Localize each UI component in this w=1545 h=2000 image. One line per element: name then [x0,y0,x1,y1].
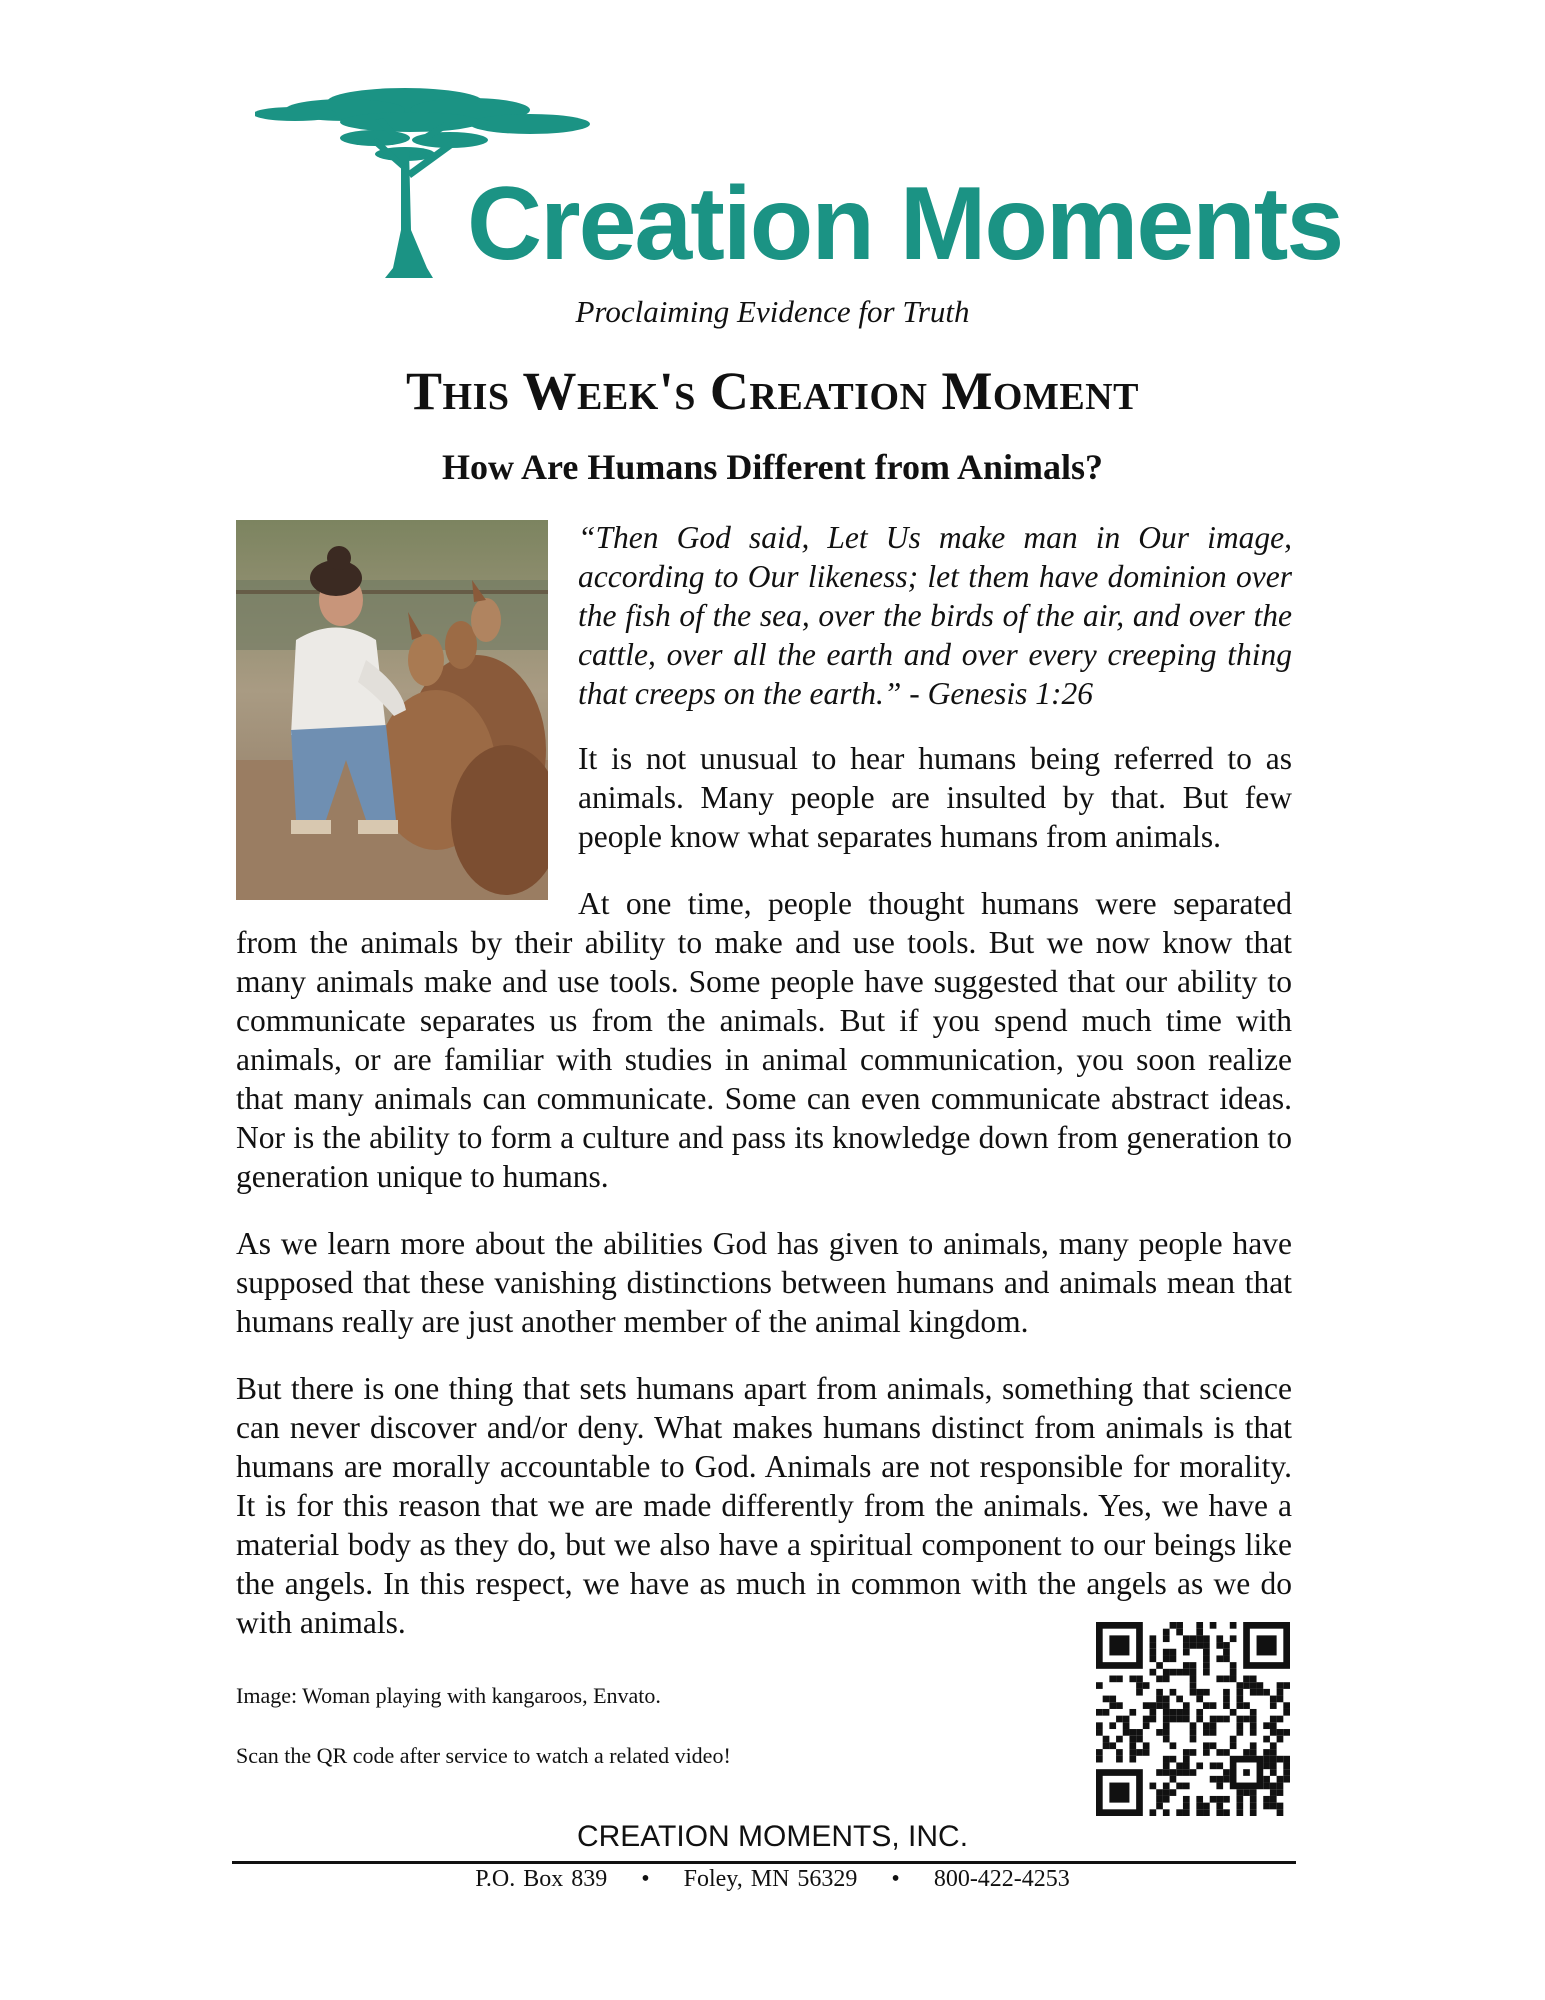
tagline: Proclaiming Evidence for Truth [575,294,970,329]
company-name: CREATION MOMENTS, INC. [576,1820,969,1853]
photo-spacer [236,518,578,906]
separator-dot: • [891,1866,900,1892]
paragraph-4: But there is one thing that sets humans apart from animals, something that science can never discover and/or deny. What makes humans distinct from animals is that humans are morally accountable to God. Animals are not responsible for morality. It is for this reason that we are made differently from the animals. Yes, we have a material body as they do, but we also have a spiritual component to our beings like the angels. In this respect, we have as much in common with the angels as we do with animals. [236,1371,1292,1640]
article-body [236,518,1292,1670]
paragraph-1: It is not unusual to hear humans being referred to as animals. Many people are insulted by that. But few people know what separates humans from animals. [578,741,1292,854]
paragraph-2: At one time, people thought humans were separated from the animals by their ability to make and use tools. But we now know that many animals make and use tools. Some people have suggested that our ability to communicate separates us from the animals. But if you spend much time with animals, or are familiar with studies in animal communication, you soon realize that many animals can communicate. Some can even communicate abstract ideas. Nor is the ability to form a culture and pass its knowledge down from generation to generation unique to humans. [236,886,1292,1194]
image-caption: Image: Woman playing with kangaroos, Envato. [236,1683,661,1708]
phone-number: 800-422-4253 [933,1866,1070,1892]
footer-divider [232,1861,1296,1864]
po-box: P.O. Box 839 [475,1866,608,1892]
city: Foley, MN 56329 [683,1866,858,1892]
paragraph-3: As we learn more about the abilities God has given to animals, many people have supposed that these vanishing distinctions between humans and animals mean that humans really are just another member of the animal kingdom. [236,1226,1292,1339]
qr-instruction: Scan the QR code after service to watch a related video! [236,1743,731,1768]
article-title: How Are Humans Different from Animals? [442,447,1103,487]
footer-address [0,1866,1545,1893]
scripture-quote: “Then God said, Let Us make man in Our image, according to Our likeness; let them have dominion over the fish of the sea, over the birds of the air, and over the cattle, over all the earth and over every creeping thing that creeps on the earth.” - Genesis 1:26 [578,520,1292,711]
brand-logo [255,80,1343,282]
brand-name: Creation Moments [467,166,1343,282]
separator-dot: • [641,1866,650,1892]
page-title: This Week's Creation Moment [406,361,1139,421]
qr-code-icon[interactable] [1096,1622,1290,1816]
